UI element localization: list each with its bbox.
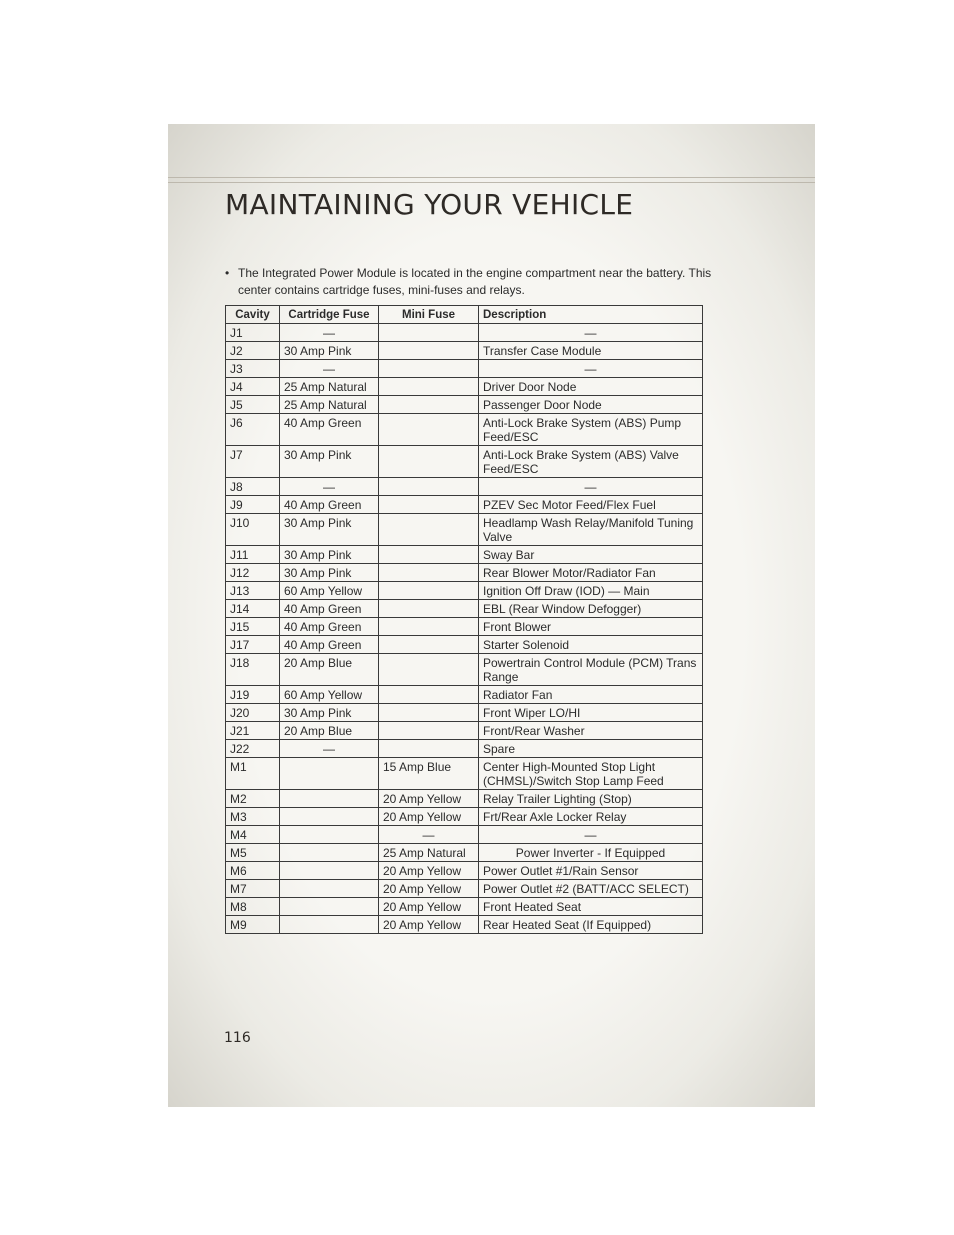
table-row — [226, 826, 703, 844]
cell-cavity: J11 — [226, 546, 280, 564]
cell-description: — — [479, 360, 703, 378]
header-cartridge-fuse: Cartridge Fuse — [280, 306, 379, 324]
cell-description: Starter Solenoid — [479, 636, 703, 654]
table-body — [226, 324, 703, 934]
table-row — [226, 790, 703, 808]
cell-cavity: J2 — [226, 342, 280, 360]
table-row — [226, 618, 703, 636]
cell-cavity: J14 — [226, 600, 280, 618]
cell-description: Spare — [479, 740, 703, 758]
cell-cavity: M8 — [226, 898, 280, 916]
page-number: 116 — [224, 1030, 251, 1046]
cell-mini-fuse — [379, 686, 479, 704]
table-row — [226, 478, 703, 496]
cell-description: Center High-Mounted Stop Light (CHMSL)/Switch Stop Lamp Feed — [479, 758, 703, 790]
cell-description: Radiator Fan — [479, 686, 703, 704]
table-row — [226, 564, 703, 582]
table-row — [226, 582, 703, 600]
cell-cavity: M9 — [226, 916, 280, 934]
table-row — [226, 704, 703, 722]
cell-cartridge-fuse: 40 Amp Green — [280, 618, 379, 636]
cell-mini-fuse — [379, 378, 479, 396]
cell-mini-fuse: 20 Amp Yellow — [379, 898, 479, 916]
cell-description: Transfer Case Module — [479, 342, 703, 360]
table-row — [226, 378, 703, 396]
cell-mini-fuse — [379, 582, 479, 600]
cell-mini-fuse: 15 Amp Blue — [379, 758, 479, 790]
cell-cavity: J18 — [226, 654, 280, 686]
cell-cartridge-fuse — [280, 844, 379, 862]
cell-cartridge-fuse: 60 Amp Yellow — [280, 686, 379, 704]
header-description: Description — [479, 306, 703, 324]
cell-description: Front/Rear Washer — [479, 722, 703, 740]
cell-cartridge-fuse — [280, 898, 379, 916]
cell-mini-fuse: 20 Amp Yellow — [379, 916, 479, 934]
cell-description: Ignition Off Draw (IOD) — Main — [479, 582, 703, 600]
table-row — [226, 654, 703, 686]
cell-description: Passenger Door Node — [479, 396, 703, 414]
cell-description: Front Heated Seat — [479, 898, 703, 916]
cell-cavity: J3 — [226, 360, 280, 378]
cell-cartridge-fuse: 25 Amp Natural — [280, 396, 379, 414]
cell-mini-fuse — [379, 414, 479, 446]
cell-mini-fuse — [379, 446, 479, 478]
cell-cartridge-fuse: 40 Amp Green — [280, 496, 379, 514]
cell-description: Front Blower — [479, 618, 703, 636]
cell-mini-fuse — [379, 496, 479, 514]
cell-mini-fuse — [379, 324, 479, 342]
cell-mini-fuse — [379, 636, 479, 654]
cell-description: Power Outlet #2 (BATT/ACC SELECT) — [479, 880, 703, 898]
cell-cavity: M1 — [226, 758, 280, 790]
table-row — [226, 600, 703, 618]
header-rule-top — [168, 177, 815, 178]
cell-description: EBL (Rear Window Defogger) — [479, 600, 703, 618]
cell-cartridge-fuse: 40 Amp Green — [280, 600, 379, 618]
table-row — [226, 324, 703, 342]
cell-cavity: J7 — [226, 446, 280, 478]
table-row — [226, 414, 703, 446]
table-row — [226, 916, 703, 934]
cell-cartridge-fuse: 40 Amp Green — [280, 636, 379, 654]
section-title: MAINTAINING YOUR VEHICLE — [225, 188, 634, 221]
cell-mini-fuse — [379, 654, 479, 686]
header-cavity: Cavity — [226, 306, 280, 324]
cell-cavity: J9 — [226, 496, 280, 514]
cell-cartridge-fuse: 30 Amp Pink — [280, 514, 379, 546]
cell-cavity: M7 — [226, 880, 280, 898]
cell-cavity: M2 — [226, 790, 280, 808]
cell-cavity: J22 — [226, 740, 280, 758]
cell-mini-fuse — [379, 546, 479, 564]
cell-cartridge-fuse — [280, 808, 379, 826]
cell-cartridge-fuse — [280, 758, 379, 790]
cell-cavity: J4 — [226, 378, 280, 396]
cell-cartridge-fuse: 60 Amp Yellow — [280, 582, 379, 600]
table-row — [226, 722, 703, 740]
cell-cartridge-fuse — [280, 826, 379, 844]
header-rule-bottom — [168, 182, 815, 183]
cell-cartridge-fuse: — — [280, 324, 379, 342]
table-row — [226, 740, 703, 758]
table-row — [226, 898, 703, 916]
cell-cavity: J8 — [226, 478, 280, 496]
header-mini-fuse: Mini Fuse — [379, 306, 479, 324]
table-header-row — [226, 306, 703, 324]
table-row — [226, 636, 703, 654]
cell-cartridge-fuse — [280, 862, 379, 880]
table-row — [226, 446, 703, 478]
cell-description: Headlamp Wash Relay/Manifold Tuning Valve — [479, 514, 703, 546]
cell-mini-fuse — [379, 396, 479, 414]
cell-cartridge-fuse: — — [280, 740, 379, 758]
table-row — [226, 808, 703, 826]
cell-cartridge-fuse: 30 Amp Pink — [280, 446, 379, 478]
cell-mini-fuse — [379, 618, 479, 636]
cell-mini-fuse — [379, 600, 479, 618]
cell-mini-fuse — [379, 722, 479, 740]
cell-cavity: J5 — [226, 396, 280, 414]
cell-cartridge-fuse: 20 Amp Blue — [280, 654, 379, 686]
cell-cavity: J20 — [226, 704, 280, 722]
intro-text: The Integrated Power Module is located in the engine compartment near the battery. This center contains cartridge fuses, mini-fuses and relays. — [238, 266, 712, 297]
table-row — [226, 496, 703, 514]
cell-description: Driver Door Node — [479, 378, 703, 396]
cell-mini-fuse — [379, 704, 479, 722]
table-row — [226, 758, 703, 790]
document-page — [168, 124, 815, 1107]
bullet-marker: • — [225, 266, 230, 280]
cell-cavity: J12 — [226, 564, 280, 582]
cell-mini-fuse — [379, 342, 479, 360]
table-row — [226, 880, 703, 898]
cell-description: Relay Trailer Lighting (Stop) — [479, 790, 703, 808]
table-row — [226, 342, 703, 360]
fuse-table — [225, 305, 703, 934]
cell-description: Power Inverter - If Equipped — [479, 844, 703, 862]
table-row — [226, 360, 703, 378]
cell-cartridge-fuse: 25 Amp Natural — [280, 378, 379, 396]
cell-cartridge-fuse: 30 Amp Pink — [280, 704, 379, 722]
cell-cavity: J17 — [226, 636, 280, 654]
cell-mini-fuse — [379, 514, 479, 546]
cell-description: Power Outlet #1/Rain Sensor — [479, 862, 703, 880]
cell-cavity: J1 — [226, 324, 280, 342]
cell-cavity: J21 — [226, 722, 280, 740]
cell-cavity: J15 — [226, 618, 280, 636]
cell-cavity: J10 — [226, 514, 280, 546]
cell-cavity: J6 — [226, 414, 280, 446]
cell-mini-fuse — [379, 564, 479, 582]
cell-cartridge-fuse: — — [280, 360, 379, 378]
cell-cavity: M4 — [226, 826, 280, 844]
cell-cartridge-fuse — [280, 790, 379, 808]
cell-mini-fuse: 20 Amp Yellow — [379, 880, 479, 898]
table-row — [226, 514, 703, 546]
cell-mini-fuse: 20 Amp Yellow — [379, 862, 479, 880]
cell-mini-fuse — [379, 740, 479, 758]
cell-description: Sway Bar — [479, 546, 703, 564]
cell-cavity: M3 — [226, 808, 280, 826]
cell-mini-fuse — [379, 478, 479, 496]
cell-cartridge-fuse — [280, 916, 379, 934]
cell-description: PZEV Sec Motor Feed/Flex Fuel — [479, 496, 703, 514]
cell-mini-fuse: 20 Amp Yellow — [379, 790, 479, 808]
cell-description: Front Wiper LO/HI — [479, 704, 703, 722]
cell-cartridge-fuse: — — [280, 478, 379, 496]
cell-cartridge-fuse: 20 Amp Blue — [280, 722, 379, 740]
cell-cartridge-fuse: 30 Amp Pink — [280, 546, 379, 564]
cell-cartridge-fuse: 30 Amp Pink — [280, 564, 379, 582]
cell-description: — — [479, 826, 703, 844]
cell-description: — — [479, 324, 703, 342]
cell-mini-fuse: 20 Amp Yellow — [379, 808, 479, 826]
table-row — [226, 844, 703, 862]
cell-mini-fuse: 25 Amp Natural — [379, 844, 479, 862]
cell-description: Rear Blower Motor/Radiator Fan — [479, 564, 703, 582]
cell-description: Anti-Lock Brake System (ABS) Pump Feed/ESC — [479, 414, 703, 446]
cell-description: Powertrain Control Module (PCM) Trans Range — [479, 654, 703, 686]
cell-cavity: J19 — [226, 686, 280, 704]
cell-description: Anti-Lock Brake System (ABS) Valve Feed/ESC — [479, 446, 703, 478]
cell-description: Rear Heated Seat (If Equipped) — [479, 916, 703, 934]
table-row — [226, 546, 703, 564]
intro-paragraph — [225, 265, 715, 299]
cell-description: — — [479, 478, 703, 496]
cell-mini-fuse — [379, 360, 479, 378]
table-row — [226, 862, 703, 880]
table-row — [226, 686, 703, 704]
cell-cavity: M5 — [226, 844, 280, 862]
cell-cavity: M6 — [226, 862, 280, 880]
cell-cartridge-fuse: 40 Amp Green — [280, 414, 379, 446]
cell-cartridge-fuse: 30 Amp Pink — [280, 342, 379, 360]
cell-cartridge-fuse — [280, 880, 379, 898]
table-row — [226, 396, 703, 414]
cell-mini-fuse: — — [379, 826, 479, 844]
cell-cavity: J13 — [226, 582, 280, 600]
cell-description: Frt/Rear Axle Locker Relay — [479, 808, 703, 826]
